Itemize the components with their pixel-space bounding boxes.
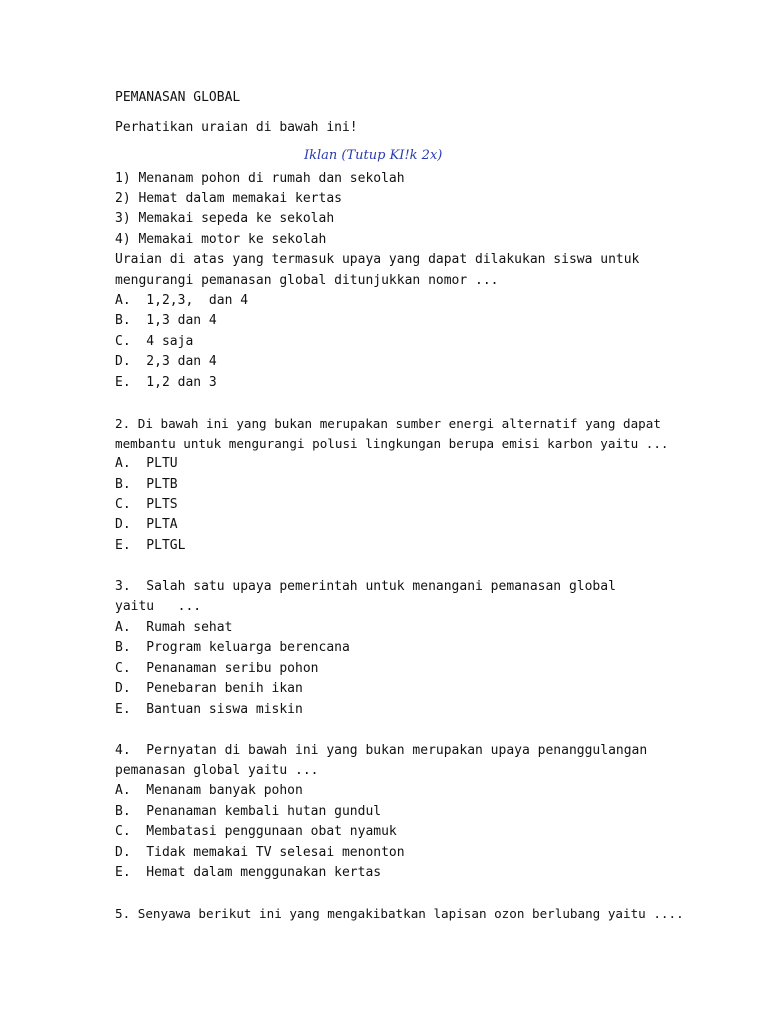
q1-option-e: E. 1,2 dan 3 (115, 375, 217, 390)
q1-option-c: C. 4 saja (115, 334, 194, 349)
q1-option-a: A. 1,2,3, dan 4 (115, 293, 249, 308)
document-title: PEMANASAN GLOBAL (115, 90, 241, 105)
q2-option-b: B. PLTB (115, 477, 178, 492)
q1-stem-line-1: Uraian di atas yang termasuk upaya yang dapat dilakukan siswa untuk (115, 252, 640, 267)
q3-option-a: A. Rumah sehat (115, 620, 233, 635)
q2-stem-line-2: membantu untuk mengurangi polusi lingkungan berupa emisi karbon yaitu ... (115, 436, 669, 451)
q1-option-b: B. 1,3 dan 4 (115, 313, 217, 328)
q1-option-d: D. 2,3 dan 4 (115, 354, 217, 369)
q3-stem-line-1: 3. Salah satu upaya pemerintah untuk menangani pemanasan global (115, 579, 616, 594)
q2-option-c: C. PLTS (115, 497, 178, 512)
q3-stem-line-2: yaitu ... (115, 599, 202, 614)
q3-option-b: B. Program keluarga berencana (115, 640, 350, 655)
q3-option-e: E. Bantuan siswa miskin (115, 702, 303, 717)
ad-close-link[interactable]: Iklan (Tutup KI!k 2x) (304, 148, 443, 163)
q4-option-e: E. Hemat dalam menggunakan kertas (115, 865, 382, 880)
q2-option-a: A. PLTU (115, 456, 178, 471)
q2-option-d: D. PLTA (115, 517, 178, 532)
q5-stem-line-1: 5. Senyawa berikut ini yang mengakibatkan lapisan ozon berlubang yaitu .... (115, 906, 684, 921)
q4-option-a: A. Menanam banyak pohon (115, 783, 303, 798)
q1-stem-line-2: mengurangi pemanasan global ditunjukkan nomor ... (115, 273, 499, 288)
q1-item-4: 4) Memakai motor ke sekolah (115, 232, 327, 247)
q4-option-b: B. Penanaman kembali hutan gundul (115, 804, 382, 819)
q1-item-3: 3) Memakai sepeda ke sekolah (115, 211, 335, 226)
q4-option-d: D. Tidak memakai TV selesai menonton (115, 845, 405, 860)
q4-option-c: C. Membatasi penggunaan obat nyamuk (115, 824, 397, 839)
q2-stem-line-1: 2. Di bawah ini yang bukan merupakan sumber energi alternatif yang dapat (115, 416, 661, 431)
q4-stem-line-1: 4. Pernyatan di bawah ini yang bukan merupakan upaya penanggulangan (115, 743, 648, 758)
q1-item-2: 2) Hemat dalam memakai kertas (115, 191, 342, 206)
q3-option-d: D. Penebaran benih ikan (115, 681, 303, 696)
q1-item-1: 1) Menanam pohon di rumah dan sekolah (115, 171, 405, 186)
q4-stem-line-2: pemanasan global yaitu ... (115, 763, 319, 778)
q3-option-c: C. Penanaman seribu pohon (115, 661, 319, 676)
q2-option-e: E. PLTGL (115, 538, 186, 553)
q1-intro: Perhatikan uraian di bawah ini! (115, 120, 358, 135)
